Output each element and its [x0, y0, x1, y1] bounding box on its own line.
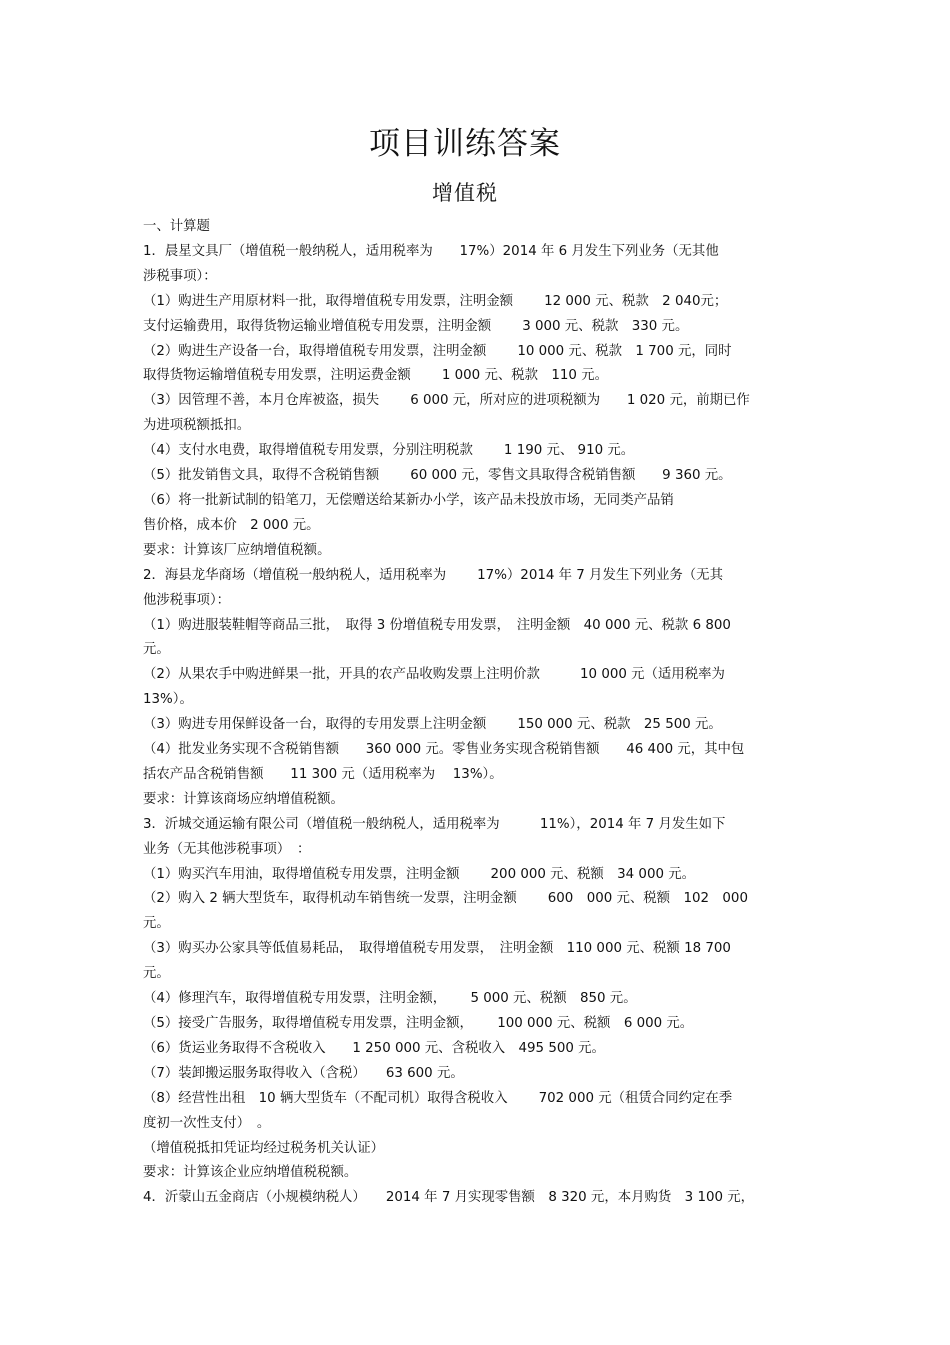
text-line: 支付运输费用，取得货物运输业增值税专用发票，注明金额 3 000 元、税款 330 元。	[143, 318, 689, 334]
text-line: 售价格，成本价 2 000 元。	[143, 517, 320, 533]
text-line: 要求：计算该厂应纳增值税额。	[143, 542, 331, 558]
text-line: 4．沂蒙山五金商店（小规模纳税人） 2014 年 7 月实现零售额 8 320 元，本月购货 3 100 元，	[143, 1190, 755, 1206]
document-title: 项目训练答案	[369, 126, 561, 162]
text-line: 元。	[143, 966, 170, 982]
text-line: 度初一次性支付） 。	[143, 1115, 271, 1131]
text-line: （5）接受广告服务，取得增值税专用发票，注明金额， 100 000 元、税额 6 000 元。	[143, 1016, 694, 1031]
document-body	[143, 215, 811, 1211]
text-line: （2）购进生产设备一台，取得增值税专用发票，注明金额 10 000 元、税款 1 700 元，同时	[143, 343, 732, 359]
text-line: 取得货物运输增值税专用发票，注明运费金额 1 000 元、税款 110 元。	[143, 368, 608, 384]
text-line: （4）修理汽车，取得增值税专用发票，注明金额， 5 000 元、税额 850 元。	[143, 991, 637, 1007]
text-line: （3）购买办公家具等低值易耗品， 取得增值税专用发票， 注明金额 110 000 元、税额 18 700	[143, 941, 731, 957]
text-line: 1．晨星文具厂（增值税一般纳税人，适用税率为 17%）2014 年 6 月发生下列业务（无其他	[143, 243, 719, 259]
text-line: （1）购买汽车用油，取得增值税专用发票，注明金额 200 000 元、税额 34 000 元。	[143, 866, 696, 882]
text-line: （2）从果农手中购进鲜果一批，开具的农产品收购发票上注明价款 10 000 元（适用税率为	[143, 667, 725, 683]
text-line: （5）批发销售文具，取得不含税销售额 60 000 元，零售文具取得含税销售额 9 360 元。	[143, 468, 732, 484]
text-line: （3）因管理不善，本月仓库被盗，损失 6 000 元，所对应的进项税额为 1 020 元，前期已作	[143, 393, 750, 409]
text-line: （6）将一批新试制的铅笔刀，无偿赠送给某新办小学，该产品未投放市场，无同类产品销	[143, 492, 674, 508]
text-line: 业务（无其他涉税事项） ：	[143, 841, 311, 857]
text-line: （1）购进生产用原材料一批，取得增值税专用发票，注明金额 12 000 元、税款 2 040元；	[143, 293, 728, 309]
text-line: 他涉税事项）：	[143, 592, 231, 608]
text-line: 元。	[143, 642, 170, 658]
text-line: （增值税抵扣凭证均经过税务机关认证）	[143, 1140, 385, 1156]
text-line: 2．海县龙华商场（增值税一般纳税人，适用税率为 17%）2014 年 7 月发生下列业务（无其	[143, 567, 723, 583]
text-line: 元。	[143, 916, 170, 932]
text-line: 为进项税额抵扣。	[143, 418, 251, 434]
text-line: （3）购进专用保鲜设备一台，取得的专用发票上注明金额 150 000 元、税款 25 500 元。	[143, 717, 722, 733]
text-line: （6）货运业务取得不含税收入 1 250 000 元、含税收入 495 500 元。	[143, 1040, 605, 1056]
text-line: （4）批发业务实现不含税销售额 360 000 元。零售业务实现含税销售额 46 400 元，其中包	[143, 742, 745, 758]
document-subtitle: 增值税	[432, 181, 498, 205]
text-line: （7）装卸搬运服务取得收入（含税） 63 600 元。	[143, 1065, 464, 1081]
text-line: 要求：计算该企业应纳增值税税额。	[143, 1165, 358, 1181]
text-line: 3．沂城交通运输有限公司（增值税一般纳税人，适用税率为 11%），2014 年 7 月发生如下	[143, 816, 726, 832]
text-line: 13%）。	[143, 692, 193, 708]
text-line: （4）支付水电费，取得增值税专用发票，分别注明税款 1 190 元、 910 元。	[143, 443, 635, 459]
text-line: 要求：计算该商场应纳增值税额。	[143, 791, 344, 807]
text-line: 涉税事项）：	[143, 268, 217, 284]
text-line: 一、计算题	[143, 219, 210, 234]
text-line: 括农产品含税销售额 11 300 元（适用税率为 13%）。	[143, 766, 503, 782]
text-line: （8）经营性出租 10 辆大型货车（不配司机）取得含税收入 702 000 元（租赁合同约定在季	[143, 1090, 733, 1106]
text-line: （1）购进服装鞋帽等商品三批， 取得 3 份增值税专用发票， 注明金额 40 000 元、税款 6 800	[143, 617, 731, 633]
text-line: （2）购入 2 辆大型货车，取得机动车销售统一发票，注明金额 600 000 元、税额 102 000	[143, 891, 748, 907]
